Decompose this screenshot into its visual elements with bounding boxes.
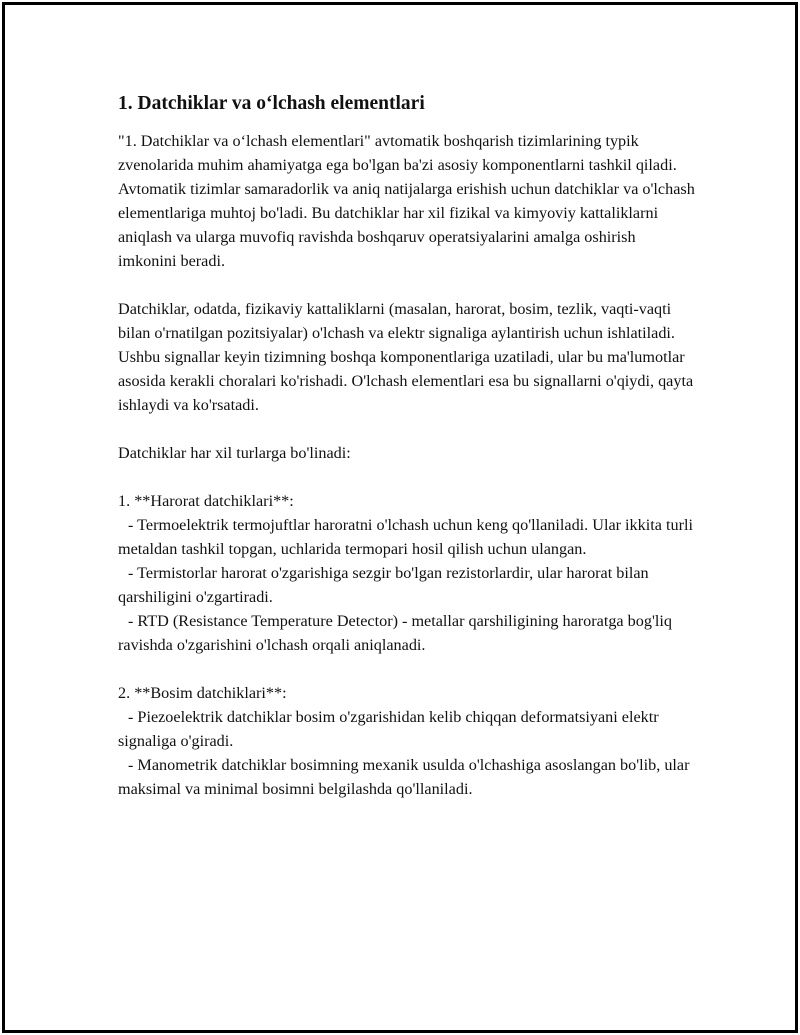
list-item: - Manometrik datchiklar bosimning mexanik usulda o'lchashiga asoslangan bo'lib, ular maksimal va minimal bosimni belgilashda qo'llaniladi. [118,756,690,798]
intro-paragraph: "1. Datchiklar va o‘lchash elementlari" avtomatik boshqarish tizimlarining typik zvenolarida muhim ahamiyatga ega bo'lgan ba'zi asosiy komponentlarni tashkil qiladi. Avtomatik tizimlar samaradorlik va aniq natijalarga erishish uchun datchiklar va o'lchash elementlariga muhtoj bo'ladi. Bu datchiklar har xil fizikal va kimyoviy kattaliklarni aniqlash va ularga muvofiq ravishda boshqaruv operatsiyalarini amalga oshirish imkonini beradi. [118,132,695,270]
list-item: - Piezoelektrik datchiklar bosim o'zgarishidan kelib chiqqan deformatsiyani elektr signaliga o'giradi. [118,708,659,750]
types-intro-paragraph: Datchiklar har xil turlarga bo'linadi: [118,444,351,462]
pressure-sensors-list [118,681,698,801]
document-content [118,87,698,825]
list-title: 1. **Harorat datchiklari**: [118,492,294,510]
description-paragraph: Datchiklar, odatda, fizikaviy kattaliklarni (masalan, harorat, bosim, tezlik, vaqti-vaqti bilan o'rnatilgan pozitsiyalar) o'lchash va elektr signaliga aylantirish uchun ishlatiladi. Ushbu signallar keyin tizimning boshqa komponentlariga uzatiladi, ular bu ma'lumotlar asosida kerakli choralari ko'rishadi. O'lchash elementlari esa bu signallarni o'qiydi, qayta ishlaydi va ko'rsatadi. [118,300,694,414]
list-item: - RTD (Resistance Temperature Detector) - metallar qarshiligining haroratga bog'liq ravishda o'zgarishini o'lchash orqali aniqlanadi. [118,612,672,654]
list-title: 2. **Bosim datchiklari**: [118,684,287,702]
list-item: - Termoelektrik termojuftlar haroratni o'lchash uchun keng qo'llaniladi. Ular ikkita turli metaldan tashkil topgan, uchlarida termopari hosil qilish uchun ulangan. [118,516,693,558]
temperature-sensors-list [118,489,698,657]
section-heading: 1. Datchiklar va o‘lchash elementlari [118,93,425,114]
document-page [2,2,798,1033]
list-item: - Termistorlar harorat o'zgarishiga sezgir bo'lgan rezistorlardir, ular harorat bilan qarshiligini o'zgartiradi. [118,564,649,606]
